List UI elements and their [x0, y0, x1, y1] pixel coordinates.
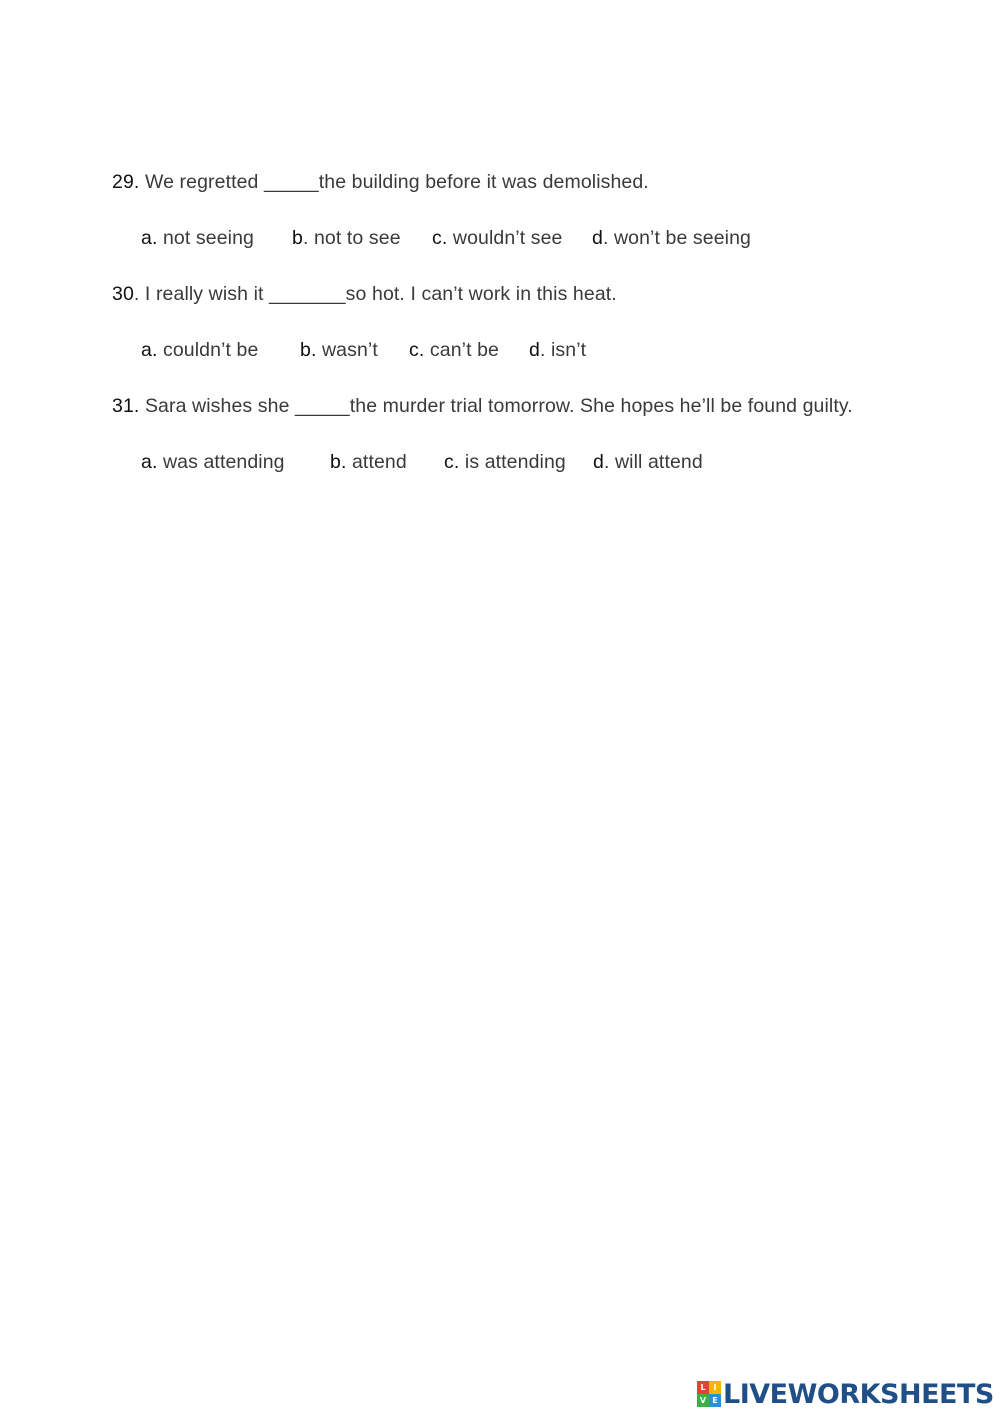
option-a[interactable] — [141, 339, 258, 362]
option-text: . won’t be seeing — [602, 227, 751, 249]
question-text: We regretted _____the building before it was demolished. — [139, 171, 649, 193]
option-letter: c. — [432, 227, 448, 249]
option-b[interactable] — [300, 339, 378, 362]
option-letter: d — [592, 227, 603, 249]
option-letter: b — [292, 227, 303, 249]
logo-mark-l: L — [697, 1381, 709, 1394]
option-text: can’t be — [424, 339, 499, 361]
option-a[interactable] — [141, 227, 254, 250]
option-b[interactable] — [292, 227, 401, 250]
option-letter: a. — [141, 339, 158, 361]
option-letter: d — [529, 339, 540, 361]
question-number: 31. — [112, 395, 140, 417]
option-c[interactable] — [432, 227, 563, 250]
option-letter: d — [593, 451, 604, 473]
logo-mark-i: I — [709, 1381, 721, 1394]
question-text: . I really wish it _______so hot. I can’t work in this heat. — [133, 283, 617, 305]
logo-mark-icon — [697, 1381, 721, 1407]
option-c[interactable] — [444, 451, 566, 474]
option-letter: b. — [300, 339, 317, 361]
option-text: . not to see — [302, 227, 401, 249]
question-number: 30 — [112, 283, 134, 305]
logo-mark-v: V — [697, 1394, 709, 1407]
option-letter: c. — [444, 451, 460, 473]
option-d[interactable] — [529, 339, 586, 362]
question-31 — [112, 395, 853, 418]
option-d[interactable] — [592, 227, 751, 250]
option-text: wouldn’t see — [447, 227, 563, 249]
option-letter: c. — [409, 339, 425, 361]
option-text: not seeing — [157, 227, 254, 249]
option-text: wasn’t — [316, 339, 378, 361]
option-text: . isn’t — [539, 339, 587, 361]
logo-mark-e: E — [709, 1394, 721, 1407]
question-30 — [112, 283, 617, 306]
option-letter: a. — [141, 451, 158, 473]
question-text: Sara wishes she _____the murder trial tomorrow. She hopes he’ll be found guilty. — [139, 395, 853, 417]
option-text: couldn’t be — [157, 339, 259, 361]
liveworksheets-logo — [697, 1379, 994, 1409]
option-c[interactable] — [409, 339, 499, 362]
option-letter: b. — [330, 451, 347, 473]
option-text: was attending — [157, 451, 285, 473]
question-29 — [112, 171, 649, 194]
option-d[interactable] — [593, 451, 703, 474]
question-number: 29. — [112, 171, 140, 193]
option-text: attend — [346, 451, 407, 473]
logo-text: LIVEWORKSHEETS — [723, 1378, 994, 1410]
option-text: is attending — [459, 451, 566, 473]
option-letter: a. — [141, 227, 158, 249]
option-a[interactable] — [141, 451, 285, 474]
option-text: . will attend — [603, 451, 703, 473]
option-b[interactable] — [330, 451, 407, 474]
